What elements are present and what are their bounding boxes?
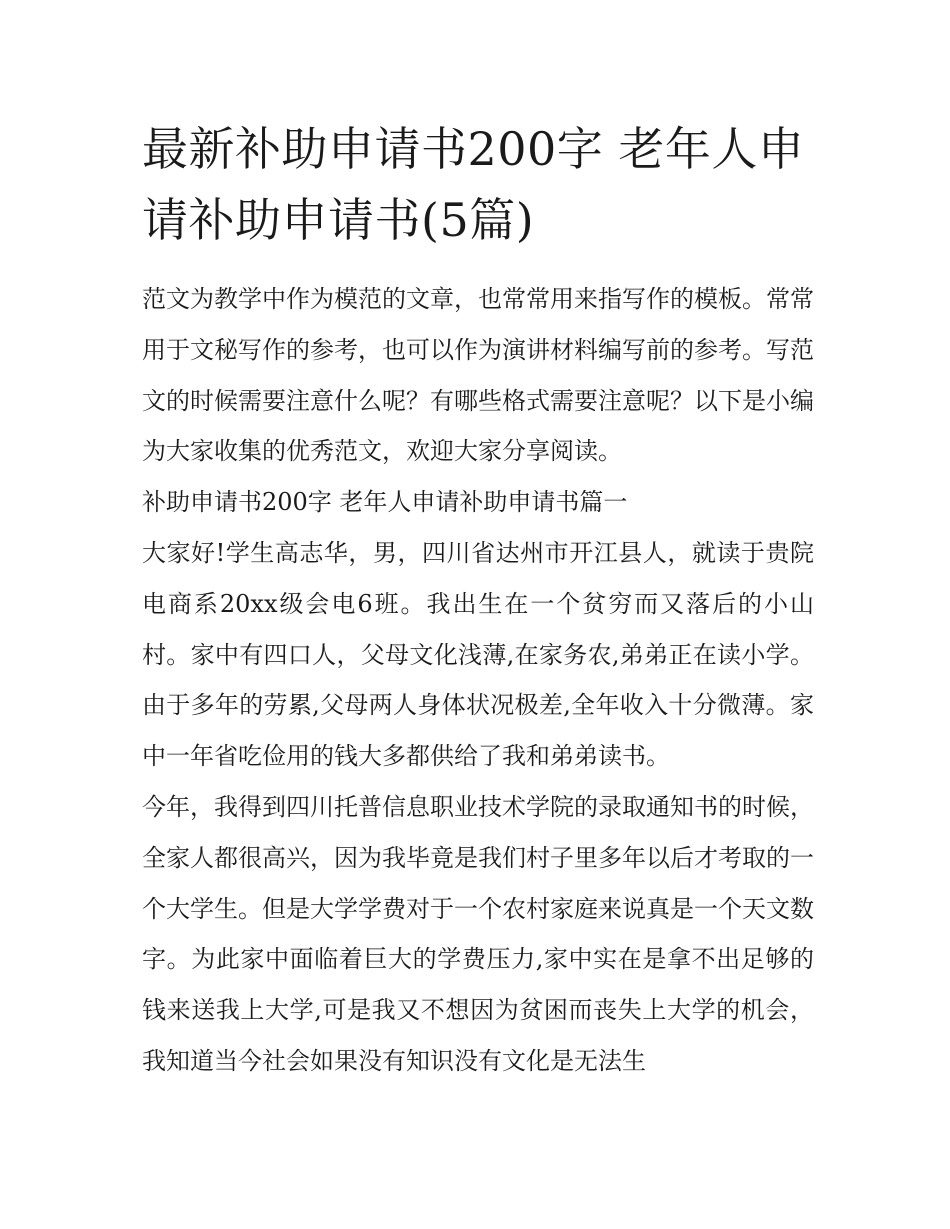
body-paragraph: 今年，我得到四川托普信息职业技术学院的录取通知书的时候，全家人都很高兴，因为我毕竟是我们村子里多年以后才考取的一个大学生。但是大学学费对于一个农村家庭来说真是一个天文数字。为此家中面临着巨大的学费压力,家中实在是拿不出足够的钱来送我上大学,可是我又不想因为贫困而丧失上大学的机会，我知道当今社会如果没有知识没有文化是无法生 bbox=[142, 792, 814, 1075]
intro-paragraph: 范文为教学中作为模范的文章，也常常用来指写作的模板。常常用于文秘写作的参考，也可以作为演讲材料编写前的参考。写范文的时候需要注意什么呢？有哪些格式需要注意呢？以下是小编为大家收集的优秀范文，欢迎大家分享阅读。 bbox=[142, 285, 814, 466]
body-paragraph: 大家好!学生高志华，男，四川省达州市开江县人，就读于贵院电商系20xx级会电6班。我出生在一个贫穷而又落后的小山村。家中有四口人，父母文化浅薄,在家务农,弟弟正在读小学。由于多年的劳累,父母两人身体状况极差,全年收入十分微薄。家中一年省吃俭用的钱大多都供给了我和弟弟读书。 bbox=[142, 538, 814, 771]
document-body bbox=[142, 274, 814, 1087]
document-title: 最新补助申请书200字 老年人申请补助申请书(5篇) bbox=[142, 122, 805, 247]
section-heading: 补助申请书200字 老年人申请补助申请书篇一 bbox=[142, 488, 628, 517]
